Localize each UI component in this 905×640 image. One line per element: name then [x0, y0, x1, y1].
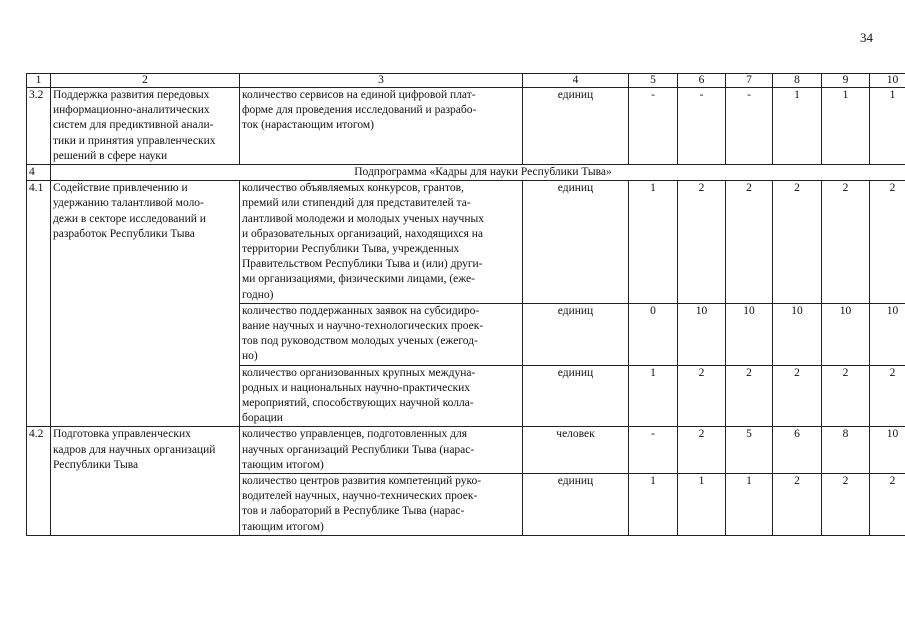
indicators-table	[26, 73, 905, 536]
unit-cell: единиц	[523, 181, 629, 304]
value-cell: -	[629, 88, 678, 165]
header-cell: 6	[678, 74, 726, 88]
value-cell: 2	[678, 365, 726, 427]
value-cell: 2	[822, 365, 870, 427]
value-cell: -	[726, 88, 773, 165]
value-cell: 1	[773, 88, 822, 165]
header-cell: 10	[870, 74, 905, 88]
value-cell: 1	[726, 474, 773, 536]
unit-cell: единиц	[523, 88, 629, 165]
indicator-text: количество сервисов на единой цифровой плат- форме для проведения исследований и разрабо- ток (нарастающим итогом)	[240, 88, 523, 165]
header-cell: 9	[822, 74, 870, 88]
value-cell: -	[629, 427, 678, 474]
activity-name: Поддержка развития передовых информационно-аналитических систем для предиктивной анали- тики и принятия управленческих решений в сфере науки	[51, 88, 240, 165]
row-number: 3.2	[27, 88, 51, 165]
page-number: 34	[860, 30, 873, 45]
value-cell: 1	[822, 88, 870, 165]
indicator-text: количество организованных крупных междуна- родных и национальных научно-практических мероприятий, способствующих научной колла- борации	[240, 365, 523, 427]
value-cell: 0	[629, 303, 678, 365]
value-cell: 1	[629, 474, 678, 536]
value-cell: 2	[678, 427, 726, 474]
value-cell: 10	[870, 427, 905, 474]
value-cell: 1	[629, 365, 678, 427]
indicator-text: количество центров развития компетенций руко- водителей научных, научно-технических проек- тов и лабораторий в Республике Тыва (нарас- тающим итогом)	[240, 474, 523, 536]
table-row	[27, 88, 905, 165]
value-cell: -	[678, 88, 726, 165]
unit-cell: единиц	[523, 365, 629, 427]
indicator-text: количество поддержанных заявок на субсидиро- вание научных и научно-технологических проек- тов под руководством молодых ученых (ежегод- но)	[240, 303, 523, 365]
header-cell: 2	[51, 74, 240, 88]
header-cell: 5	[629, 74, 678, 88]
value-cell: 10	[870, 303, 905, 365]
value-cell: 2	[678, 181, 726, 304]
value-cell: 1	[870, 88, 905, 165]
header-cell: 1	[27, 74, 51, 88]
value-cell: 2	[726, 365, 773, 427]
value-cell: 1	[629, 181, 678, 304]
value-cell: 10	[726, 303, 773, 365]
value-cell: 10	[822, 303, 870, 365]
value-cell: 10	[678, 303, 726, 365]
value-cell: 2	[870, 474, 905, 536]
row-number: 4.1	[27, 181, 51, 427]
indicator-text: количество объявляемых конкурсов, грантов, премий или стипендий для представителей та- лантливой молодежи и молодых ученых научных и образовательных организаций, находящихся на территории Республики Тыва, учрежденных Правительством Республики Тыва и (или) други- ми организациями, физическими лицами, (еже- годно)	[240, 181, 523, 304]
unit-cell: человек	[523, 427, 629, 474]
table-row	[27, 427, 905, 474]
value-cell: 2	[773, 474, 822, 536]
unit-cell: единиц	[523, 474, 629, 536]
value-cell: 2	[773, 181, 822, 304]
unit-cell: единиц	[523, 303, 629, 365]
row-number: 4.2	[27, 427, 51, 535]
header-cell: 8	[773, 74, 822, 88]
table-header-row	[27, 74, 905, 88]
value-cell: 2	[822, 474, 870, 536]
value-cell: 2	[726, 181, 773, 304]
value-cell: 1	[678, 474, 726, 536]
activity-name: Содействие привлечению и удержанию талантливой моло- дежи в секторе исследований и разработок Республики Тыва	[51, 181, 240, 427]
indicator-text: количество управленцев, подготовленных для научных организаций Республики Тыва (нарас- тающим итогом)	[240, 427, 523, 474]
table-row	[27, 181, 905, 304]
value-cell: 2	[822, 181, 870, 304]
subprogram-title: Подпрограмма «Кадры для науки Республики Тыва»	[51, 165, 905, 181]
row-number: 4	[27, 165, 51, 181]
header-cell: 4	[523, 74, 629, 88]
value-cell: 10	[773, 303, 822, 365]
value-cell: 6	[773, 427, 822, 474]
value-cell: 2	[870, 365, 905, 427]
header-cell: 7	[726, 74, 773, 88]
header-cell: 3	[240, 74, 523, 88]
value-cell: 2	[870, 181, 905, 304]
subprogram-row	[27, 165, 905, 181]
activity-name: Подготовка управленческих кадров для научных организаций Республики Тыва	[51, 427, 240, 535]
value-cell: 2	[773, 365, 822, 427]
value-cell: 8	[822, 427, 870, 474]
value-cell: 5	[726, 427, 773, 474]
